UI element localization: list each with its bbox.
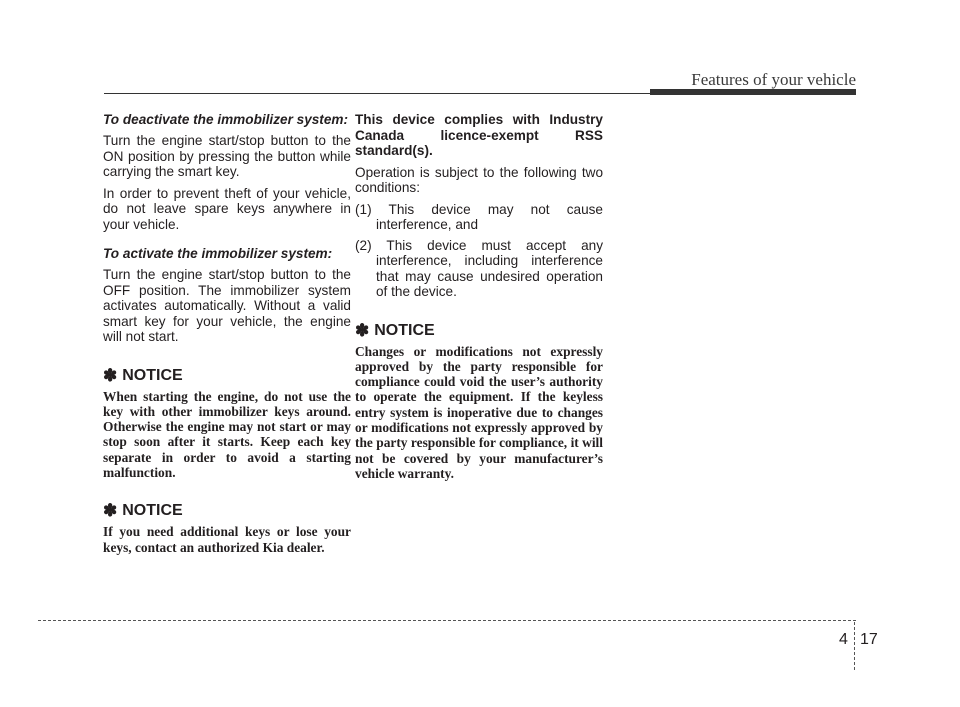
notice-heading-2: [103, 502, 351, 520]
header-rule: [104, 93, 652, 94]
notice-icon: ✽: [103, 365, 118, 385]
notice-label: NOTICE: [122, 366, 183, 384]
para-prevent-theft: In order to prevent theft of your vehicle, do not leave spare keys anywhere in your vehicle.: [103, 185, 351, 232]
condition-item: (1) This device may not cause interference, and: [355, 201, 603, 232]
notice-text-2: If you need additional keys or lose your keys, contact an authorized Kia dealer.: [103, 524, 351, 555]
right-column: [355, 112, 603, 481]
notice-icon: ✽: [103, 501, 118, 521]
notice-label: NOTICE: [122, 502, 183, 520]
condition-item: (2) This device must accept any interference, including interference that may cause undesired operation of the device.: [355, 237, 603, 299]
notice-text-1: When starting the engine, do not use the key with other immobilizer keys around. Otherwise the engine may not start or may stop soon after it starts. Keep each key separate in order to avoid a starting malfunction.: [103, 388, 351, 480]
operation-conditions-intro: Operation is subject to the following two conditions:: [355, 164, 603, 195]
chapter-number: 4: [839, 631, 848, 648]
left-column: [103, 112, 351, 555]
subhead-activate: To activate the immobilizer system:: [103, 246, 333, 261]
notice-heading-1: [103, 367, 351, 385]
compliance-statement: This device complies with Industry Canada licence-exempt RSS standard(s).: [355, 112, 603, 158]
section-title: Features of your vehicle: [691, 70, 856, 89]
footer-divider: [854, 622, 855, 670]
page-number: 17: [860, 631, 878, 648]
notice-icon: ✽: [355, 320, 370, 340]
notice-text-3: Changes or modifications not expressly approved by the party responsible for compliance could void the user’s authority to operate the equipment. If the keyless entry system is inoperative due to changes or modifications not expressly approved by the party responsible for compliance, it will not be covered by your manufacturer’s vehicle warranty.: [355, 343, 603, 481]
subhead-deactivate: To deactivate the immobilizer system:: [103, 112, 349, 127]
para-activate: Turn the engine start/stop button to the OFF position. The immobilizer system activates automatically. Without a valid smart key for your vehicle, the engine will not start.: [103, 267, 351, 344]
notice-heading-3: [355, 322, 603, 340]
para-deactivate: Turn the engine start/stop button to the ON position by pressing the button while carrying the smart key.: [103, 133, 351, 179]
notice-label: NOTICE: [374, 321, 435, 339]
footer-rule: [38, 620, 856, 621]
header-rule-accent: [650, 89, 856, 95]
